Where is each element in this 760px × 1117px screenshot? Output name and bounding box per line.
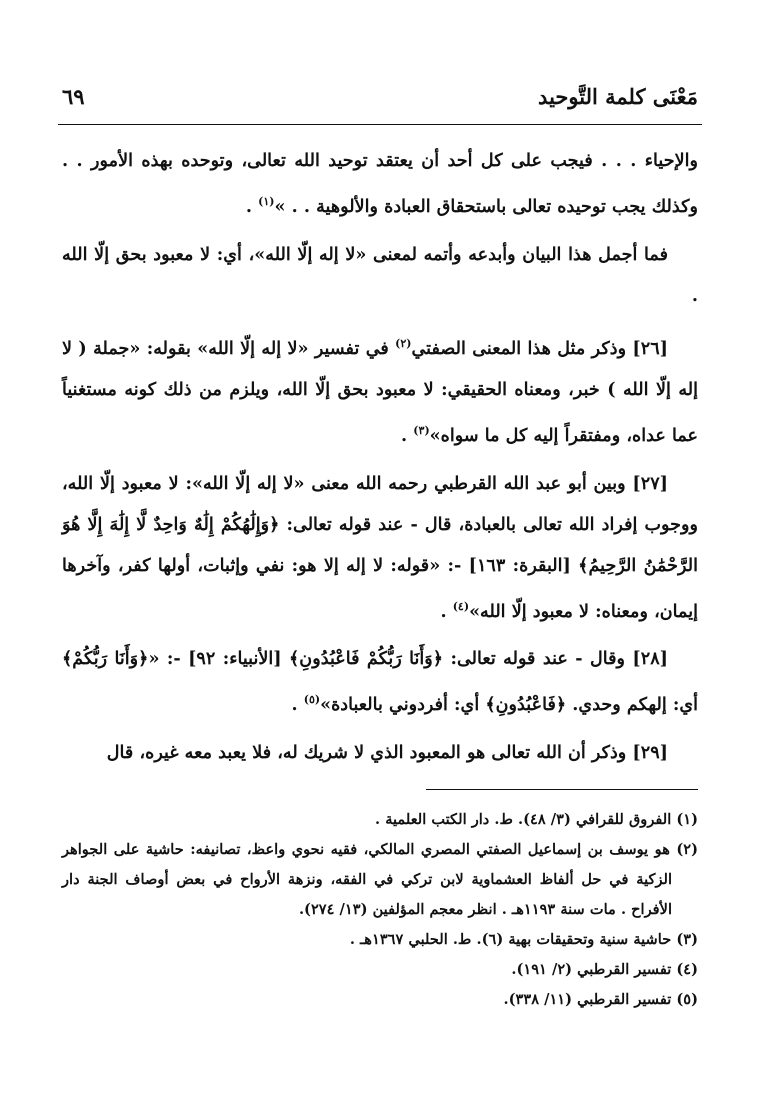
footnote-ref-3: (٣) — [413, 423, 430, 437]
footnote-1: (١) الفروق للقرافي (٣/ ٤٨). ط. دار الكتب العلمية . — [375, 811, 698, 828]
footnote-ref-2: (٢) — [395, 336, 412, 350]
footnote-2: (٢) هو يوسف بن إسماعيل الصفتي المصري المالكي، فقيه نحوي واعظ، تصانيفه: حاشية على الجواهر الزكية في حل ألفاظ العشماوية لابن تركي في الفقه، ونزهة الأرواح في بعض أوصاف الجنة دار الأفراح . مات سنة ١١٩٣هـ . انظر معجم المؤلفين (١٣/ ٢٧٤). — [62, 841, 698, 918]
header-rule — [58, 124, 702, 125]
paragraph-2: فما أجمل هذا البيان وأبدعه وأتمه لمعنى «لا إله إلّا الله»، أي: لا معبود بحق إلّا الله . — [62, 243, 698, 306]
paragraph-1: والإحياء . . . فيجب على كل أحد أن يعتقد توحيد الله تعالى، وتوحده بهذه الأمور . . وكذلك يجب توحيده تعالى باستحقاق العبادة والألوهية . . »$^{(١)}$ . — [62, 150, 698, 217]
footnote-3: (٣) حاشية سنية وتحقيقات بهية (٦). ط. الحلبي ١٣٦٧هـ . — [349, 931, 698, 948]
footnote-separator — [426, 789, 698, 790]
footnotes — [62, 805, 698, 1015]
footnote-4: (٤) تفسير القرطبي (٢/ ١٩١). — [511, 961, 698, 978]
footnote-ref-1: (١) — [258, 195, 275, 208]
paragraph-26: [٢٦] وذكر مثل هذا المعنى الصفتي$^{(٢)}$ في تفسير «لا إله إلّا الله» بقوله: «جملة ( لا إله إلّا الله ) خبر، ومعناه الحقيقي: لا معبود بحق إلّا الله، ويلزم من ذلك كونه مستغنياً عما عداه، ومفتقراً إليه كل ما سواه»$^{(٣)}$ . — [62, 336, 698, 446]
running-title: مَعْنَى كلمة التَّوحيد — [538, 84, 698, 109]
paragraph-27: [٢٧] وبين أبو عبد الله القرطبي رحمه الله معنى «لا إله إلّا الله»: لا معبود إلّا الله، ووجوب إفراد الله تعالى بالعبادة، قال - عند قوله تعالى: ﴿وَإِلَٰهُكُمْ إِلَٰهٌ وَاحِدٌ لَّا إِلَٰهَ إِلَّا هُوَ الرَّحْمَٰنُ الرَّحِيمُ﴾ [البقرة: ١٦٣] -: «قوله: لا إله إلا هو: نفي وإثبات، أولها كفر، وآخرها إيمان، ومعناه: لا معبود إلّا الله»$^{(٤)}$ . — [62, 472, 698, 622]
page-header — [62, 84, 698, 114]
footnote-5: (٥) تفسير القرطبي (١١/ ٣٣٨). — [503, 991, 698, 1008]
footnote-ref-4: (٤) — [452, 599, 470, 613]
body-text — [62, 140, 698, 780]
paragraph-29: [٢٩] وذكر أن الله تعالى هو المعبود الذي لا شريك له، فلا يعبد معه غيره، قال — [106, 742, 668, 764]
paragraph-28: [٢٨] وقال - عند قوله تعالى: ﴿وَأَنَا رَبُّكُمْ فَاعْبُدُونِ﴾ [الأنبياء: ٩٢] -: «﴿وَأَنَا رَبُّكُمْ﴾ أي: إلهكم وحدي. ﴿فَاعْبُدُونِ﴾ أي: أفردوني بالعبادة»$^{(٥)}$ . — [62, 648, 698, 716]
footnote-ref-5: (٥) — [303, 693, 321, 707]
page-number: ٦٩ — [62, 84, 85, 109]
